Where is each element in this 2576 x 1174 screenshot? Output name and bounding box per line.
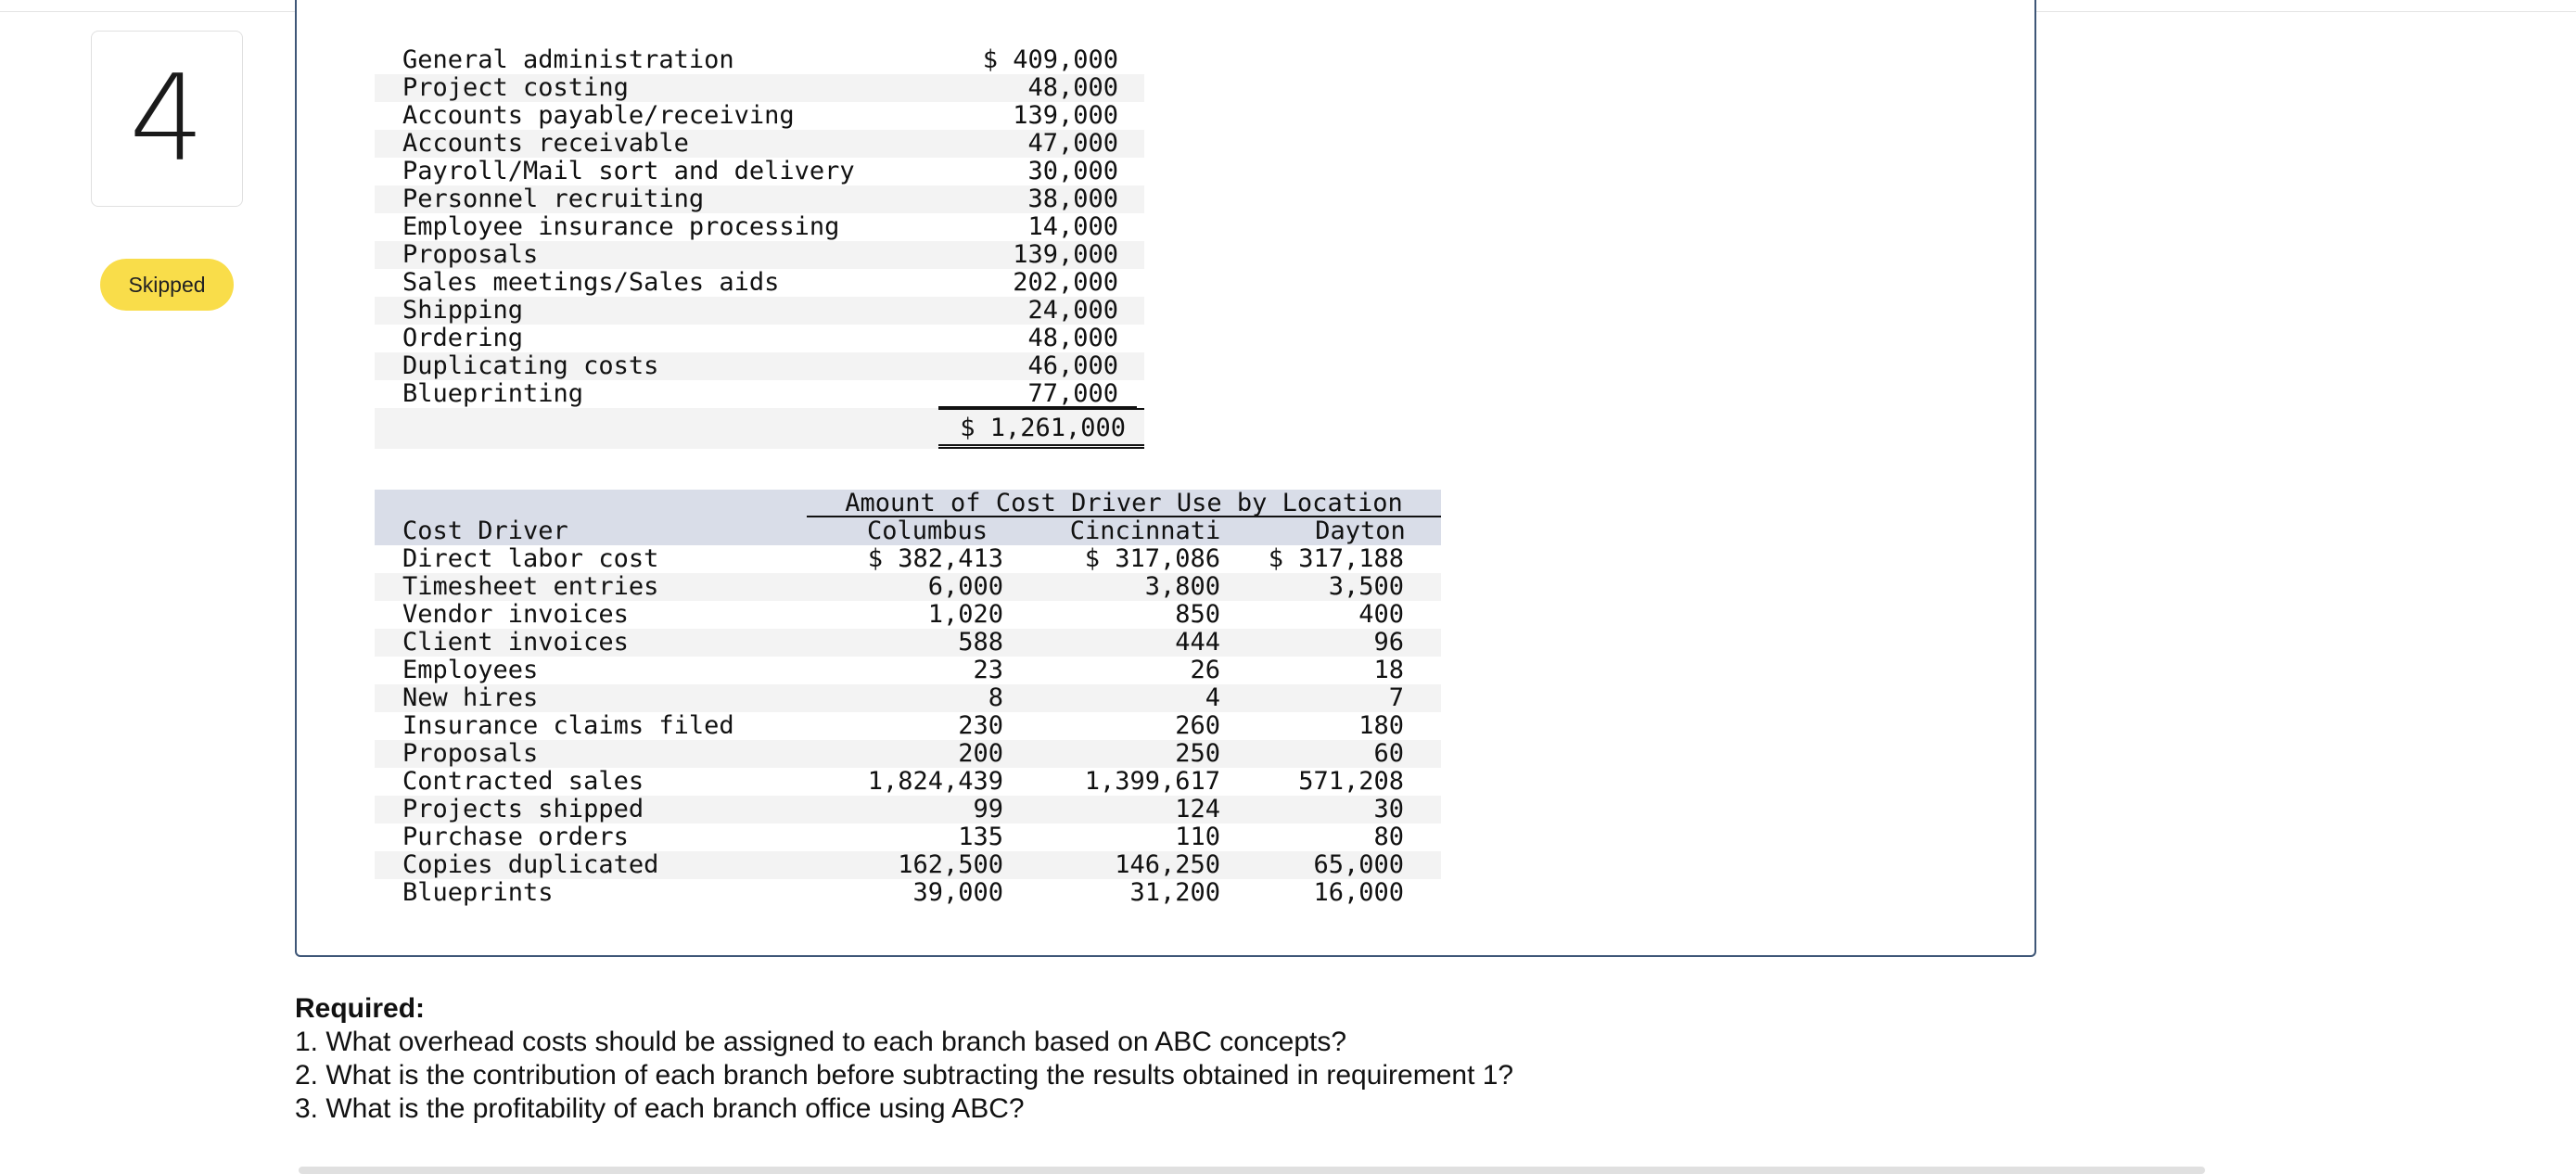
requirement-item: 3. What is the profitability of each branch office using ABC? — [295, 1093, 1025, 1124]
cost-value: 30,000 — [1027, 157, 1118, 185]
cincinnati-value: 3,800 — [1144, 572, 1220, 601]
table-row — [375, 185, 1144, 213]
question-number: 4 — [91, 31, 243, 207]
driver-name: Employees — [402, 656, 539, 684]
cincinnati-value: 260 — [1175, 711, 1220, 740]
table-row — [375, 213, 1144, 241]
columbus-value: 162,500 — [898, 850, 1003, 879]
dayton-value: 80 — [1373, 823, 1404, 851]
dayton-value: 96 — [1373, 628, 1404, 657]
columbus-value: 135 — [958, 823, 1003, 851]
driver-name: Contracted sales — [402, 767, 644, 796]
cincinnati-value: 850 — [1175, 600, 1220, 629]
table-row — [375, 684, 1441, 712]
dayton-value: 30 — [1373, 795, 1404, 823]
table-row — [375, 158, 1144, 185]
table-row — [375, 380, 1144, 408]
column-header: Columbus — [866, 517, 988, 545]
column-header-row — [375, 517, 1441, 545]
requirements-title: Required: — [295, 993, 426, 1024]
cost-value: 47,000 — [1027, 129, 1118, 158]
driver-name: Projects shipped — [402, 795, 644, 823]
table-row — [375, 657, 1441, 684]
cost-label: General administration — [402, 45, 734, 74]
cincinnati-value: 250 — [1175, 739, 1220, 768]
cost-label: Blueprinting — [402, 379, 584, 408]
table-row — [375, 768, 1441, 796]
table-row — [375, 851, 1441, 879]
cost-label: Accounts payable/receiving — [402, 101, 795, 130]
overhead-cost-table — [375, 46, 1144, 449]
status-badge: Skipped — [100, 259, 234, 311]
columbus-value: 99 — [973, 795, 1003, 823]
cost-value: 14,000 — [1027, 212, 1118, 241]
table-row — [375, 325, 1144, 352]
columbus-value: 6,000 — [927, 572, 1003, 601]
driver-name: Insurance claims filed — [402, 711, 734, 740]
driver-name: Timesheet entries — [402, 572, 659, 601]
table-row — [375, 573, 1441, 601]
column-header: Cincinnati — [1069, 517, 1221, 545]
cost-value: 38,000 — [1027, 185, 1118, 213]
requirements — [295, 992, 2149, 1126]
cost-label: Payroll/Mail sort and delivery — [402, 157, 855, 185]
requirement-item: 2. What is the contribution of each branch before subtracting the results obtained in requirement 1? — [295, 1060, 1514, 1091]
cost-label: Ordering — [402, 324, 524, 352]
cost-value: 77,000 — [938, 380, 1137, 408]
table-row — [375, 545, 1441, 573]
columbus-value: 1,824,439 — [867, 767, 1003, 796]
columbus-value: 23 — [973, 656, 1003, 684]
driver-name: Purchase orders — [402, 823, 629, 851]
table-row — [375, 269, 1144, 297]
cost-value: 139,000 — [1013, 240, 1118, 269]
dayton-value: 3,500 — [1328, 572, 1404, 601]
dayton-value: 7 — [1388, 683, 1404, 712]
cost-label: Duplicating costs — [402, 351, 659, 380]
cincinnati-value: 146,250 — [1115, 850, 1220, 879]
cost-label: Shipping — [402, 296, 524, 325]
table-row — [375, 241, 1144, 269]
table-row — [375, 102, 1144, 130]
columbus-value: 8 — [988, 683, 1003, 712]
dayton-value: 16,000 — [1313, 878, 1404, 907]
dayton-value: 18 — [1373, 656, 1404, 684]
cost-value: 48,000 — [1027, 73, 1118, 102]
cincinnati-value: 26 — [1190, 656, 1220, 684]
cost-label: Sales meetings/Sales aids — [402, 268, 780, 297]
cincinnati-value: 1,399,617 — [1084, 767, 1220, 796]
driver-name: New hires — [402, 683, 539, 712]
column-header: Cost Driver — [402, 517, 568, 545]
cost-label: Personnel recruiting — [402, 185, 705, 213]
table-row — [375, 46, 1144, 74]
driver-name: Direct labor cost — [402, 544, 659, 573]
dayton-value: 400 — [1358, 600, 1404, 629]
columbus-value: 1,020 — [927, 600, 1003, 629]
table-row — [375, 712, 1441, 740]
table-row — [375, 740, 1441, 768]
total-value: $ 1,261,000 — [938, 408, 1144, 449]
table-row — [375, 601, 1441, 629]
cost-value: $ 409,000 — [982, 45, 1118, 74]
requirement-item: 1. What overhead costs should be assigned to each branch based on ABC concepts? — [295, 1027, 1347, 1057]
cost-label: Proposals — [402, 240, 539, 269]
cost-value: 139,000 — [1013, 101, 1118, 130]
cost-label: Employee insurance processing — [402, 212, 840, 241]
cost-label: Accounts receivable — [402, 129, 689, 158]
table-row — [375, 879, 1441, 907]
cincinnati-value: 444 — [1175, 628, 1220, 657]
total-row — [375, 408, 1144, 449]
dayton-value: 65,000 — [1313, 850, 1404, 879]
driver-name: Vendor invoices — [402, 600, 629, 629]
driver-name: Proposals — [402, 739, 539, 768]
driver-name: Copies duplicated — [402, 850, 659, 879]
cincinnati-value: 31,200 — [1129, 878, 1220, 907]
dayton-value: 60 — [1373, 739, 1404, 768]
dayton-value: 180 — [1358, 711, 1404, 740]
cincinnati-value: 4 — [1205, 683, 1220, 712]
column-header: Dayton — [1315, 517, 1406, 545]
group-header: Amount of Cost Driver Use by Location — [807, 490, 1441, 517]
cost-label: Project costing — [402, 73, 629, 102]
columbus-value: $ 382,413 — [867, 544, 1003, 573]
cincinnati-value: 110 — [1175, 823, 1220, 851]
cost-value: 46,000 — [1027, 351, 1118, 380]
group-header-row — [375, 490, 1441, 517]
horizontal-scrollbar[interactable] — [299, 1167, 2205, 1174]
columbus-value: 588 — [958, 628, 1003, 657]
table-row — [375, 130, 1144, 158]
table-row — [375, 74, 1144, 102]
table-row — [375, 352, 1144, 380]
dayton-value: $ 317,188 — [1268, 544, 1404, 573]
driver-name: Client invoices — [402, 628, 629, 657]
table-row — [375, 823, 1441, 851]
cincinnati-value: 124 — [1175, 795, 1220, 823]
driver-name: Blueprints — [402, 878, 554, 907]
cost-driver-table — [375, 490, 1441, 907]
cost-value: 202,000 — [1013, 268, 1118, 297]
columbus-value: 230 — [958, 711, 1003, 740]
table-row — [375, 796, 1441, 823]
cost-value: 48,000 — [1027, 324, 1118, 352]
table-row — [375, 629, 1441, 657]
dayton-value: 571,208 — [1298, 767, 1404, 796]
cincinnati-value: $ 317,086 — [1084, 544, 1220, 573]
columbus-value: 39,000 — [912, 878, 1003, 907]
cost-value: 24,000 — [1027, 296, 1118, 325]
table-row — [375, 297, 1144, 325]
columbus-value: 200 — [958, 739, 1003, 768]
